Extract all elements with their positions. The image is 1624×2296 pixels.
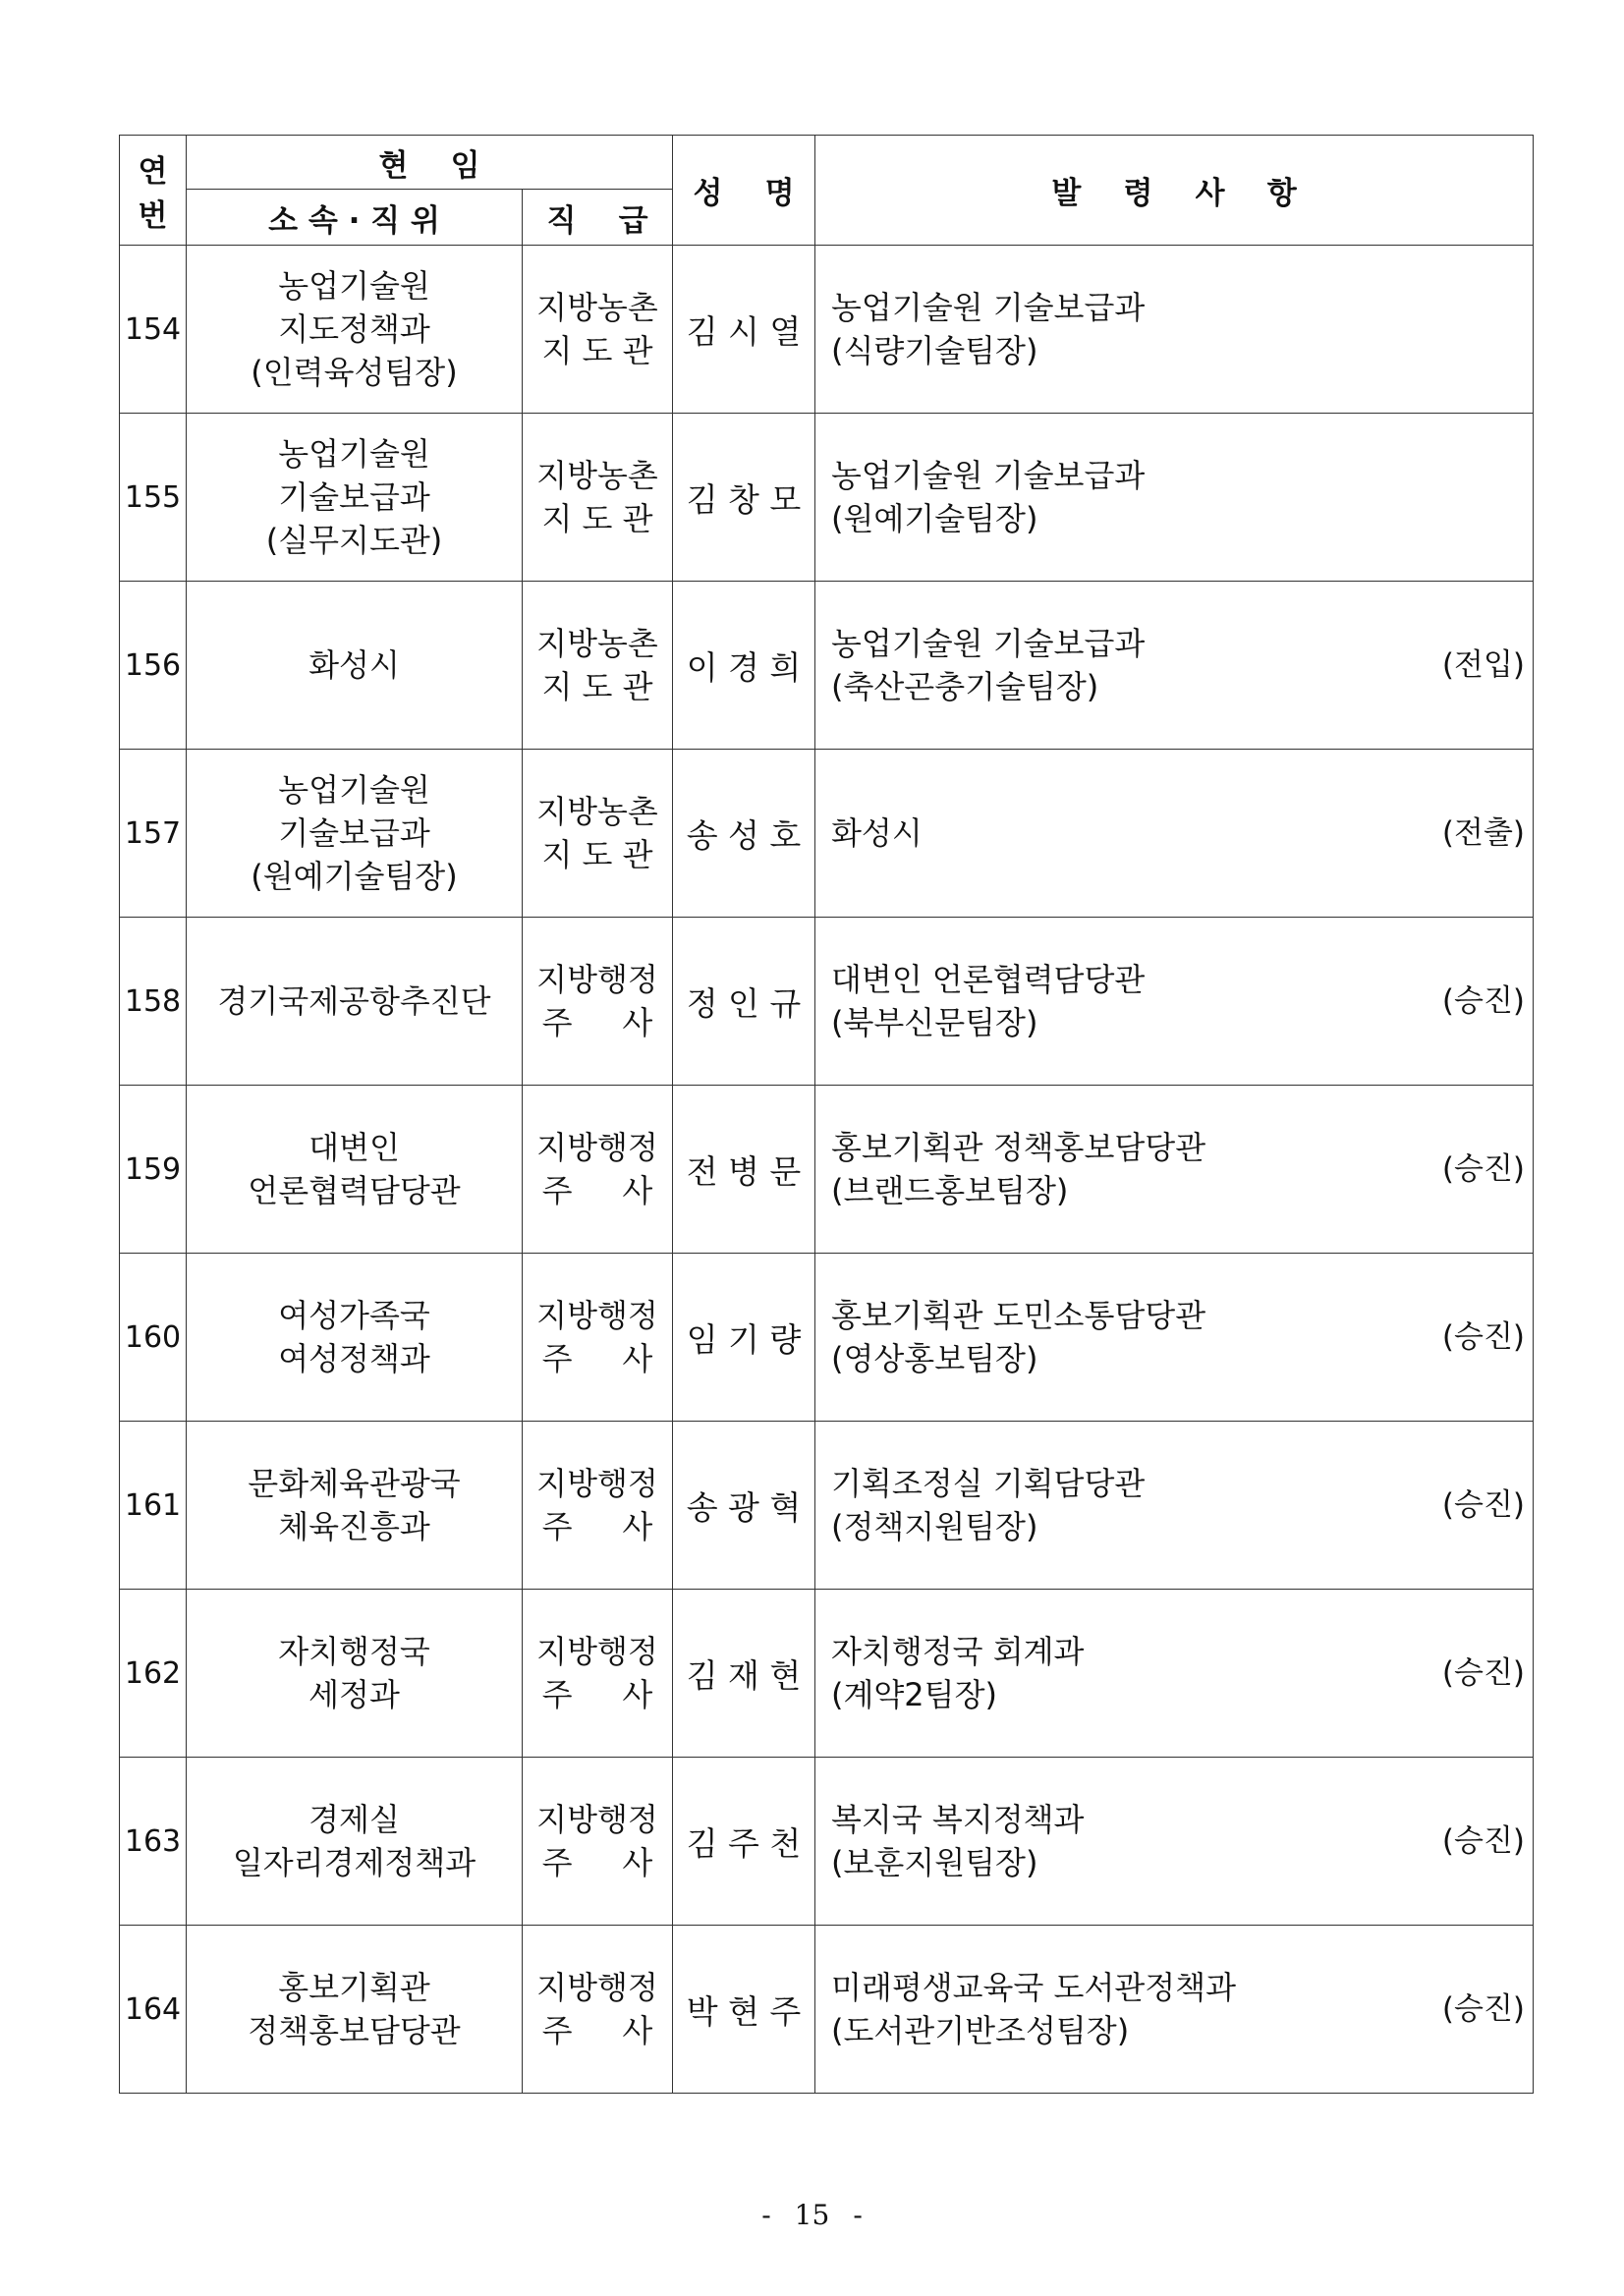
org-line: 지도정책과 bbox=[278, 310, 430, 348]
org-line: 경기국제공항추진단 bbox=[217, 982, 491, 1020]
person-name: 정 인 규 bbox=[673, 918, 815, 1086]
order-type-tag: (승진) bbox=[1441, 1319, 1525, 1355]
current-grade bbox=[523, 1254, 673, 1422]
order-line: 농업기술원 기술보급과 bbox=[831, 289, 1146, 326]
org-line: 기술보급과 bbox=[278, 478, 430, 516]
grade-line: 지방농촌 bbox=[536, 625, 658, 662]
org-line: 화성시 bbox=[308, 646, 400, 684]
order-line: 미래평생교육국 도서관정책과 bbox=[831, 1969, 1237, 2006]
order-lines bbox=[831, 1462, 1523, 1548]
org-line: (실무지도관) bbox=[265, 522, 443, 559]
table-row bbox=[120, 1422, 1534, 1590]
grade-line: 지방농촌 bbox=[536, 289, 658, 326]
org-line: 문화체육관광국 bbox=[248, 1465, 461, 1502]
org-line: 경제실 bbox=[308, 1801, 400, 1838]
org-line: (원예기술팀장) bbox=[251, 858, 458, 895]
order-line: (식량기술팀장) bbox=[831, 332, 1038, 369]
person-name: 송 성 호 bbox=[673, 750, 815, 918]
current-org-position bbox=[187, 1758, 523, 1926]
org-line: 여성가족국 bbox=[278, 1297, 430, 1334]
appointment-order bbox=[815, 1590, 1534, 1758]
current-org-position bbox=[187, 1422, 523, 1590]
personnel-table bbox=[119, 135, 1534, 2094]
order-type-tag: (승진) bbox=[1441, 1823, 1525, 1859]
org-line: 농업기술원 bbox=[278, 435, 430, 473]
header-name: 성 명 bbox=[673, 136, 815, 246]
current-org-position bbox=[187, 582, 523, 750]
grade-line: 지방농촌 bbox=[536, 457, 658, 494]
grade-line: 지방행정 bbox=[536, 1297, 658, 1334]
order-lines bbox=[831, 1126, 1523, 1212]
page-number-value: 15 bbox=[794, 2199, 830, 2231]
current-grade bbox=[523, 750, 673, 918]
org-line: 세정과 bbox=[308, 1676, 400, 1713]
grade-line: 지방행정 bbox=[536, 1465, 658, 1502]
order-type-tag: (승진) bbox=[1441, 1487, 1525, 1523]
order-line: (브랜드홍보팀장) bbox=[831, 1172, 1069, 1209]
current-grade bbox=[523, 582, 673, 750]
order-type-tag: (전출) bbox=[1441, 815, 1525, 851]
table-row bbox=[120, 1254, 1534, 1422]
current-org-position bbox=[187, 1926, 523, 2094]
person-name: 전 병 문 bbox=[673, 1086, 815, 1254]
appointment-order bbox=[815, 246, 1534, 414]
order-type-tag: (승진) bbox=[1441, 1991, 1525, 2027]
grade-line: 지방행정 bbox=[536, 1969, 658, 2006]
current-org-position bbox=[187, 1086, 523, 1254]
current-grade bbox=[523, 246, 673, 414]
current-grade bbox=[523, 1590, 673, 1758]
row-number: 156 bbox=[120, 582, 187, 750]
person-name: 김 창 모 bbox=[673, 414, 815, 582]
order-line: 홍보기획관 도민소통담당관 bbox=[831, 1297, 1206, 1334]
table-row bbox=[120, 246, 1534, 414]
order-line: (도서관기반조성팀장) bbox=[831, 2012, 1130, 2049]
person-name: 이 경 희 bbox=[673, 582, 815, 750]
org-line: 자치행정국 bbox=[278, 1633, 430, 1670]
current-org-position bbox=[187, 750, 523, 918]
appointment-order bbox=[815, 582, 1534, 750]
row-number: 161 bbox=[120, 1422, 187, 1590]
grade-line: 주 사 bbox=[541, 2012, 653, 2049]
current-grade bbox=[523, 1422, 673, 1590]
header-grade: 직 급 bbox=[523, 190, 673, 246]
current-org-position bbox=[187, 414, 523, 582]
order-lines bbox=[831, 812, 1523, 855]
appointment-order bbox=[815, 750, 1534, 918]
grade-line: 지 도 관 bbox=[541, 668, 653, 705]
grade-line: 지 도 관 bbox=[541, 332, 653, 369]
current-grade bbox=[523, 1926, 673, 2094]
order-line: (북부신문팀장) bbox=[831, 1004, 1038, 1041]
grade-line: 주 사 bbox=[541, 1508, 653, 1545]
table-row bbox=[120, 1590, 1534, 1758]
table-row bbox=[120, 1926, 1534, 2094]
order-lines bbox=[831, 286, 1523, 372]
org-line: 여성정책과 bbox=[278, 1340, 430, 1377]
current-org-position bbox=[187, 918, 523, 1086]
header-order: 발 령 사 항 bbox=[815, 136, 1534, 246]
person-name: 송 광 혁 bbox=[673, 1422, 815, 1590]
current-org-position bbox=[187, 1254, 523, 1422]
org-line: 대변인 bbox=[308, 1129, 400, 1166]
org-line: 정책홍보담당관 bbox=[248, 2012, 461, 2049]
order-line: 기획조정실 기획담당관 bbox=[831, 1465, 1146, 1502]
order-lines bbox=[831, 1294, 1523, 1380]
header-row-1 bbox=[120, 136, 1534, 190]
org-line: 홍보기획관 bbox=[278, 1969, 430, 2006]
row-number: 163 bbox=[120, 1758, 187, 1926]
page-dash-right: - bbox=[853, 2199, 863, 2231]
current-org-position bbox=[187, 246, 523, 414]
page-dash-left: - bbox=[761, 2199, 771, 2231]
row-number: 157 bbox=[120, 750, 187, 918]
org-line: 농업기술원 bbox=[278, 267, 430, 305]
order-type-tag: (승진) bbox=[1441, 1151, 1525, 1187]
order-lines bbox=[831, 622, 1523, 708]
person-name: 임 기 량 bbox=[673, 1254, 815, 1422]
header-org-position: 소 속 · 직 위 bbox=[187, 190, 523, 246]
appointment-order bbox=[815, 1926, 1534, 2094]
appointment-order bbox=[815, 1422, 1534, 1590]
order-line: (보훈지원팀장) bbox=[831, 1844, 1038, 1881]
person-name: 김 주 천 bbox=[673, 1758, 815, 1926]
current-grade bbox=[523, 1086, 673, 1254]
grade-line: 주 사 bbox=[541, 1004, 653, 1041]
table-body bbox=[120, 246, 1534, 2094]
current-grade bbox=[523, 414, 673, 582]
person-name: 김 시 열 bbox=[673, 246, 815, 414]
org-line: 기술보급과 bbox=[278, 814, 430, 852]
order-line: 자치행정국 회계과 bbox=[831, 1633, 1085, 1670]
org-line: 체육진흥과 bbox=[278, 1508, 430, 1545]
order-type-tag: (승진) bbox=[1441, 1655, 1525, 1691]
order-line: 농업기술원 기술보급과 bbox=[831, 457, 1146, 494]
appointment-order bbox=[815, 1086, 1534, 1254]
row-number: 155 bbox=[120, 414, 187, 582]
grade-line: 주 사 bbox=[541, 1340, 653, 1377]
grade-line: 지방농촌 bbox=[536, 793, 658, 830]
order-line: (계약2팀장) bbox=[831, 1676, 997, 1713]
order-line: (축산곤충기술팀장) bbox=[831, 668, 1099, 705]
row-number: 159 bbox=[120, 1086, 187, 1254]
order-lines bbox=[831, 454, 1523, 540]
grade-line: 지방행정 bbox=[536, 1129, 658, 1166]
order-type-tag: (전입) bbox=[1441, 647, 1525, 683]
order-line: (정책지원팀장) bbox=[831, 1508, 1038, 1545]
grade-line: 지방행정 bbox=[536, 1633, 658, 1670]
order-line: (영상홍보팀장) bbox=[831, 1340, 1038, 1377]
appointment-order bbox=[815, 1254, 1534, 1422]
org-line: (인력육성팀장) bbox=[251, 354, 458, 391]
order-line: 홍보기획관 정책홍보담당관 bbox=[831, 1129, 1206, 1166]
table-row bbox=[120, 918, 1534, 1086]
org-line: 언론협력담당관 bbox=[248, 1172, 461, 1209]
org-line: 일자리경제정책과 bbox=[232, 1844, 476, 1881]
org-line: 농업기술원 bbox=[278, 771, 430, 809]
table-row bbox=[120, 1086, 1534, 1254]
page-number bbox=[0, 2199, 1624, 2231]
current-org-position bbox=[187, 1590, 523, 1758]
person-name: 박 현 주 bbox=[673, 1926, 815, 2094]
appointment-order bbox=[815, 414, 1534, 582]
order-line: 복지국 복지정책과 bbox=[831, 1801, 1085, 1838]
order-line: 화성시 bbox=[831, 814, 923, 852]
row-number: 164 bbox=[120, 1926, 187, 2094]
appointment-order bbox=[815, 918, 1534, 1086]
current-grade bbox=[523, 918, 673, 1086]
current-grade bbox=[523, 1758, 673, 1926]
grade-line: 주 사 bbox=[541, 1844, 653, 1881]
order-line: 대변인 언론협력담당관 bbox=[831, 961, 1146, 998]
order-line: 농업기술원 기술보급과 bbox=[831, 625, 1146, 662]
grade-line: 지 도 관 bbox=[541, 836, 653, 873]
row-number: 158 bbox=[120, 918, 187, 1086]
grade-line: 지방행정 bbox=[536, 961, 658, 998]
order-type-tag: (승진) bbox=[1441, 983, 1525, 1019]
row-number: 162 bbox=[120, 1590, 187, 1758]
grade-line: 지 도 관 bbox=[541, 500, 653, 537]
header-no-line2: 번 bbox=[138, 197, 168, 234]
order-lines bbox=[831, 1966, 1523, 2052]
grade-line: 지방행정 bbox=[536, 1801, 658, 1838]
order-lines bbox=[831, 1798, 1523, 1884]
row-number: 160 bbox=[120, 1254, 187, 1422]
grade-line: 주 사 bbox=[541, 1172, 653, 1209]
order-lines bbox=[831, 1630, 1523, 1716]
table-row bbox=[120, 750, 1534, 918]
grade-line: 주 사 bbox=[541, 1676, 653, 1713]
order-line: (원예기술팀장) bbox=[831, 500, 1038, 537]
table-row bbox=[120, 582, 1534, 750]
header-no-line1: 연 bbox=[138, 153, 168, 190]
appointment-order bbox=[815, 1758, 1534, 1926]
row-number: 154 bbox=[120, 246, 187, 414]
header-current: 현 임 bbox=[187, 136, 673, 190]
order-lines bbox=[831, 958, 1523, 1044]
table-row bbox=[120, 1758, 1534, 1926]
person-name: 김 재 현 bbox=[673, 1590, 815, 1758]
table-row bbox=[120, 414, 1534, 582]
header-no bbox=[120, 136, 187, 246]
